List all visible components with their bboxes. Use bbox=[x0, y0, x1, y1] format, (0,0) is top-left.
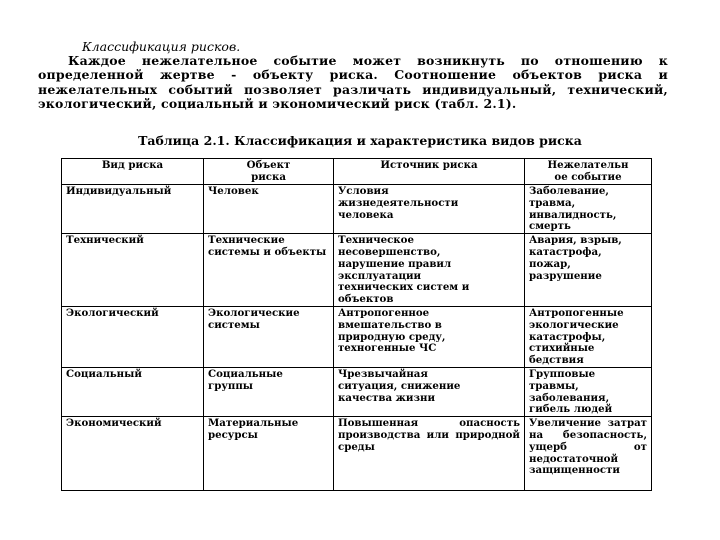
cell-type: Индивидуальный bbox=[62, 185, 204, 234]
table-caption: Таблица 2.1. Классификация и характеристика видов риска bbox=[138, 133, 582, 148]
cell-source: Техническое несовершенство, нарушение правил эксплуатации технических систем и объектов bbox=[334, 234, 525, 307]
cell-object: Технические системы и объекты bbox=[204, 234, 334, 307]
cell-event: Групповые травмы, заболевания, гибель людей bbox=[525, 367, 652, 416]
table-row bbox=[62, 234, 652, 307]
cell-type: Технический bbox=[62, 234, 204, 307]
risk-classification-table bbox=[61, 158, 652, 491]
cell-source: Повышенная опасность производства или природной среды bbox=[334, 417, 525, 491]
cell-source: Условия жизнедеятельности человека bbox=[334, 185, 525, 234]
cell-object: Материальные ресурсы bbox=[204, 417, 334, 491]
cell-type: Экологический bbox=[62, 306, 204, 367]
header-risk-type: Вид риска bbox=[62, 159, 204, 185]
cell-source: Антропогенное вмешательство в природную среду, техногенные ЧС bbox=[334, 306, 525, 367]
cell-event: Заболевание, травма, инвалидность, смерть bbox=[525, 185, 652, 234]
cell-object: Человек bbox=[204, 185, 334, 234]
cell-object: Экологические системы bbox=[204, 306, 334, 367]
body-paragraph: Каждое нежелательное событие может возникнуть по отношению к определенной жертве - объекту риска. Соотношение объектов риска и нежелательных событий позволяет различать индивидуальный, технический, экологический, социальный и экономический риск (табл. 2.1). bbox=[38, 53, 668, 112]
cell-event: Антропогенные экологические катастрофы, стихийные бедствия bbox=[525, 306, 652, 367]
table-row bbox=[62, 417, 652, 491]
cell-event: Авария, взрыв, катастрофа, пожар, разрушение bbox=[525, 234, 652, 307]
table-row bbox=[62, 367, 652, 416]
table-header-row bbox=[62, 159, 652, 185]
header-risk-source: Источник риска bbox=[334, 159, 525, 185]
cell-object: Социальные группы bbox=[204, 367, 334, 416]
cell-event: Увеличение затрат на безопасность, ущерб от недостаточной защищенности bbox=[525, 417, 652, 491]
table-row bbox=[62, 306, 652, 367]
cell-type: Социальный bbox=[62, 367, 204, 416]
section-heading: Классификация рисков. bbox=[82, 39, 241, 54]
cell-source: Чрезвычайная ситуация, снижение качества жизни bbox=[334, 367, 525, 416]
header-undesired-event: Нежелательн ое событие bbox=[525, 159, 652, 185]
table-row bbox=[62, 185, 652, 234]
cell-type: Экономический bbox=[62, 417, 204, 491]
header-risk-object: Объект риска bbox=[204, 159, 334, 185]
